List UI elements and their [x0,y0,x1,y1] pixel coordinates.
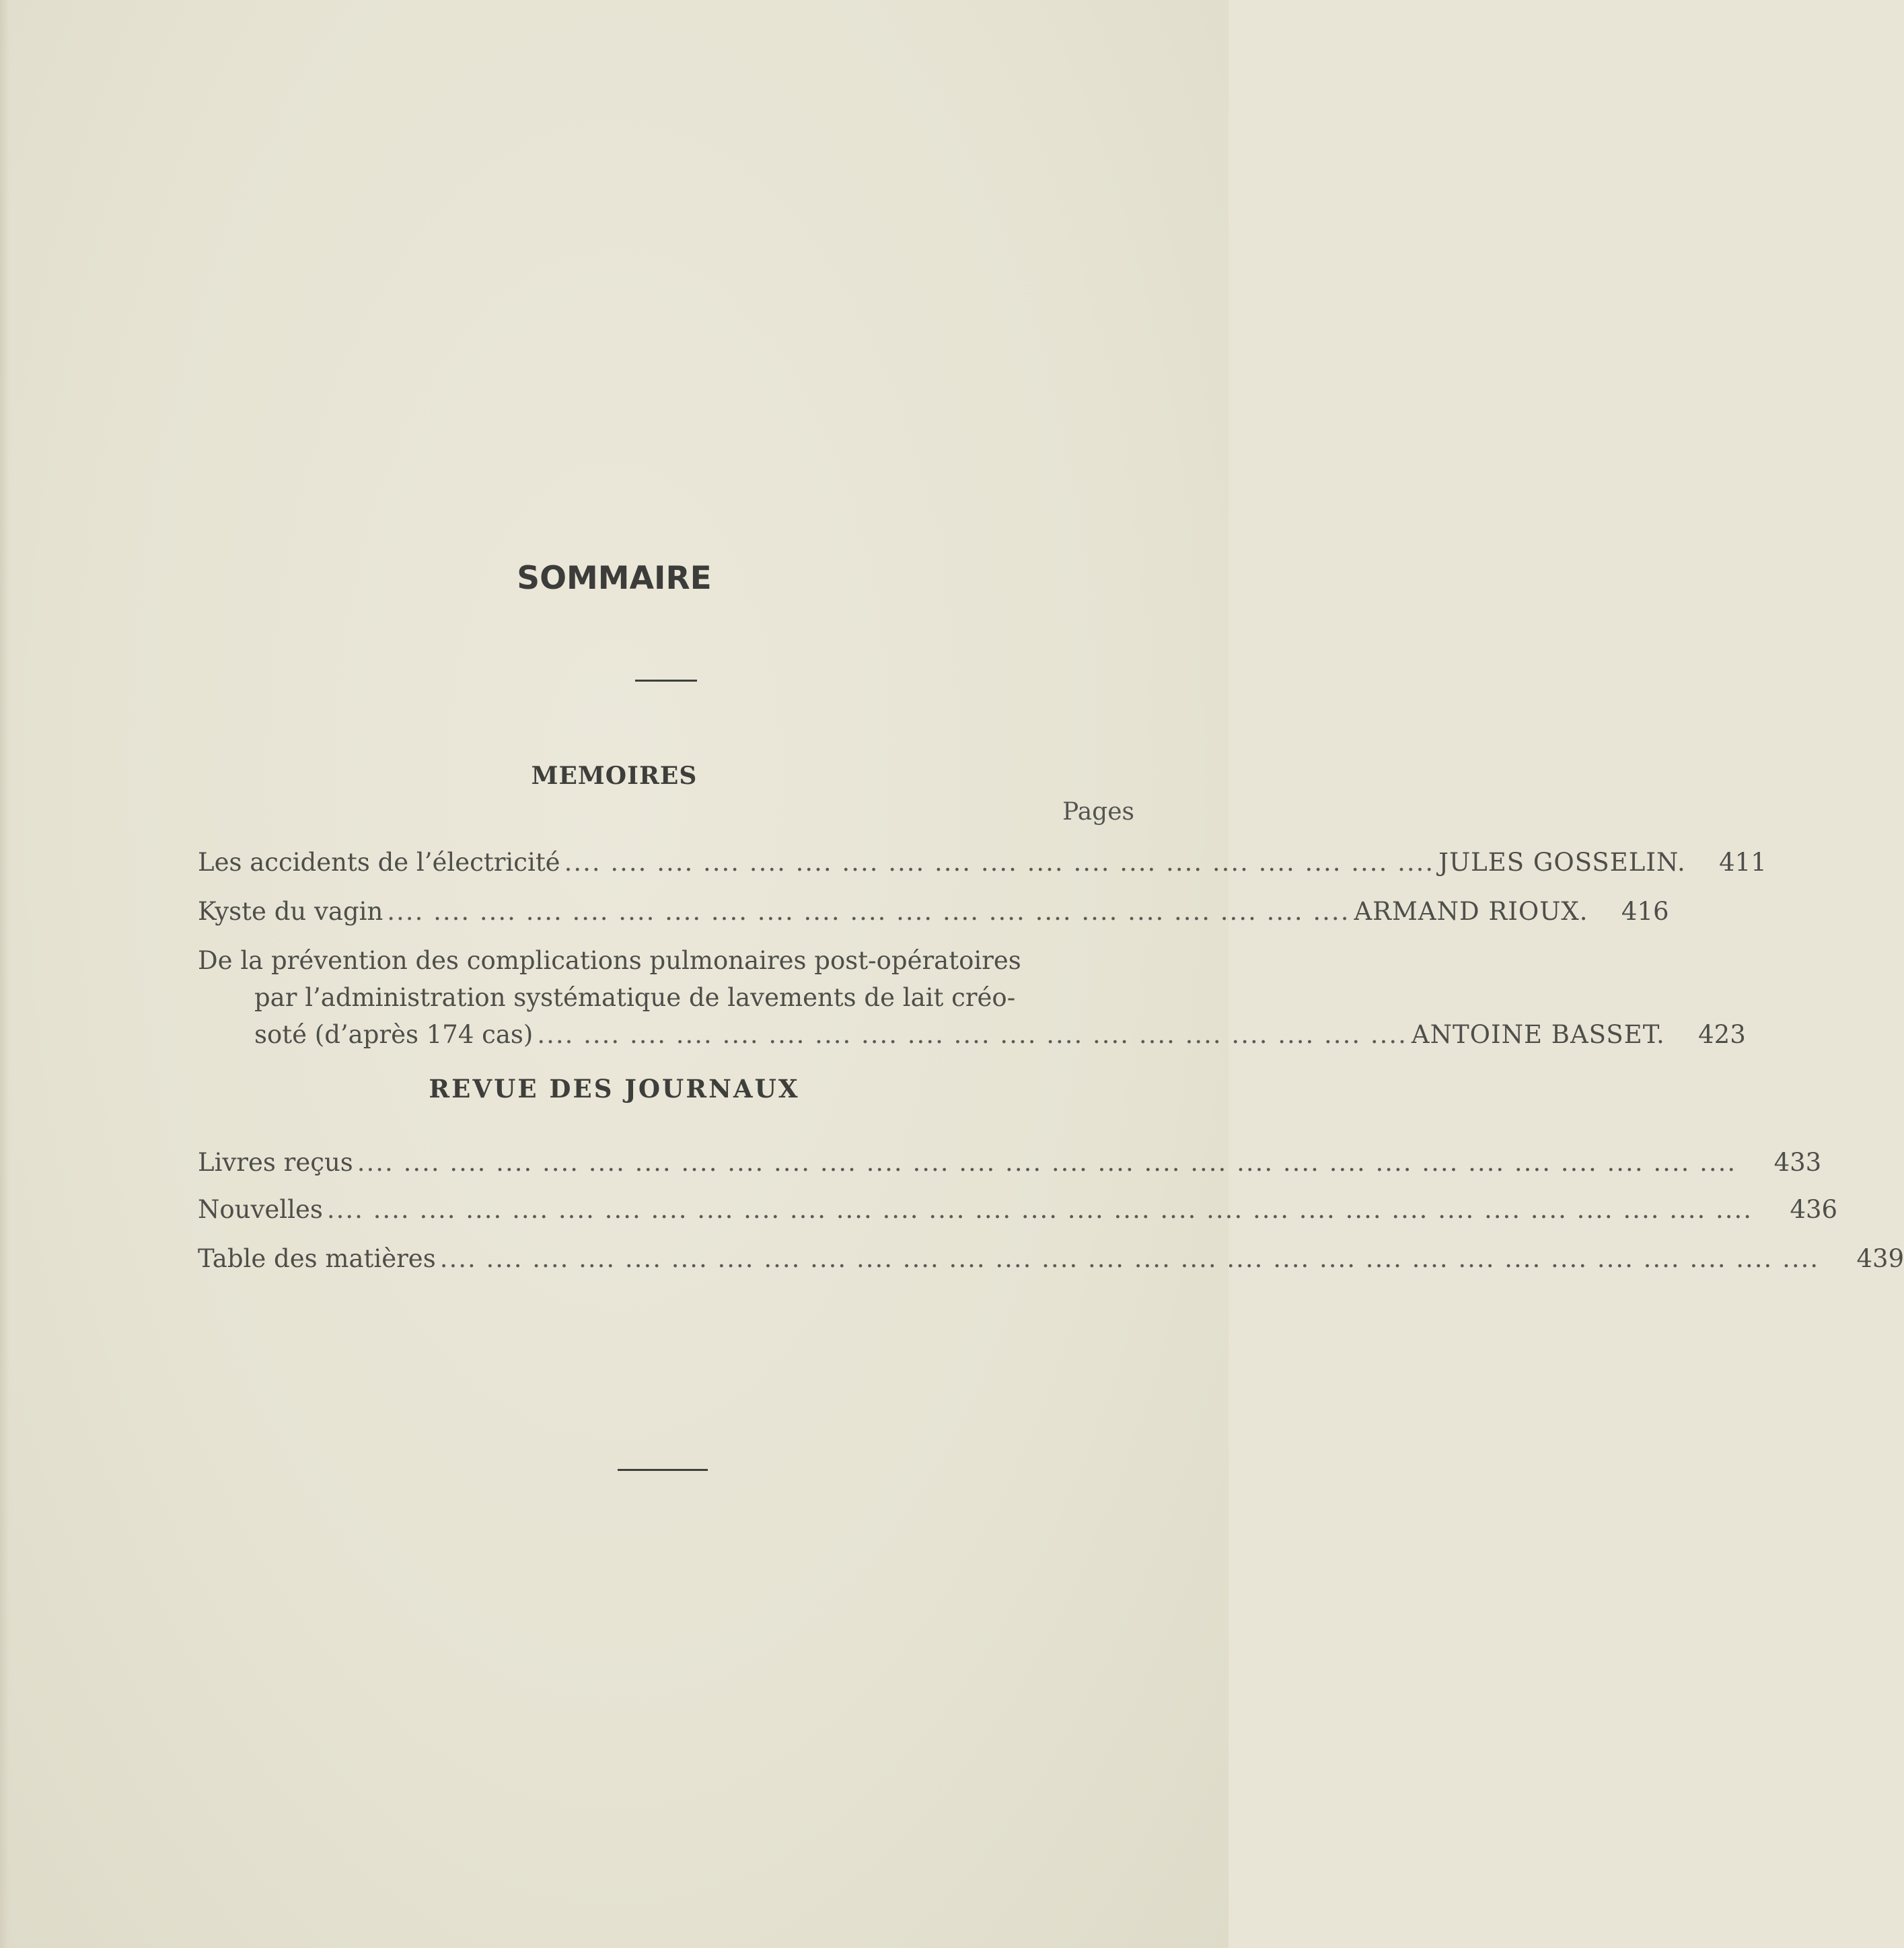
toc-entry [198,893,1669,930]
leader-dots: .... .... .... .... .... .... .... .... .... .... .... .... .... .... .... .... .... .... .... .... .... .... .... .... .... .... .... .... .... .... [439,1244,1820,1273]
toc-entry [198,844,1767,881]
leader-dots: .... .... .... .... .... .... .... .... .... .... .... .... .... .... .... .... .... .... .... [564,848,1435,877]
toc-entry-title: Livres reçus [198,1148,353,1177]
closing-divider [618,1469,708,1471]
toc-entry-author: ARMAND RIOUX. [1354,897,1588,926]
toc-entry-title: Nouvelles [198,1195,323,1224]
toc-entry-page: 411 [1719,848,1767,877]
toc-entry [198,1240,1904,1277]
toc-entry [198,942,1746,1053]
toc-entry-title: Les accidents de l’électricité [198,848,560,877]
toc-entry-title-line: De la prévention des complications pulmonaires post-opératoires [198,946,1021,975]
section-heading-memoires: MEMOIRES [531,762,698,790]
title-divider [635,680,697,682]
toc-entry-title: Table des matières [198,1244,436,1273]
leader-dots: .... .... .... .... .... .... .... .... .... .... .... .... .... .... .... .... .... .... .... [537,1020,1407,1049]
toc-entry-author: ANTOINE BASSET. [1411,1020,1665,1049]
toc-entry-author: JULES GOSSELIN. [1438,848,1686,877]
toc-entry-title: Kyste du vagin [198,897,383,926]
toc-entry [198,1191,1838,1228]
toc-entry-page: 439 [1856,1244,1904,1273]
leader-dots: .... .... .... .... .... .... .... .... .... .... .... .... .... .... .... .... .... .... .... .... .... [387,897,1350,926]
leader-dots: .... .... .... .... .... .... .... .... .... .... .... .... .... .... .... .... .... .... .... .... .... .... .... .... .... .... .... .... .... .... .... [326,1195,1753,1224]
toc-entry-page: 416 [1621,897,1669,926]
toc-entry-page: 433 [1773,1148,1822,1177]
page-title: SOMMAIRE [517,560,712,597]
toc-entry-title-line: soté (d’après 174 cas) [254,1020,534,1049]
page-edge-shadow [0,0,9,1948]
section-heading-revue: REVUE DES JOURNAUX [429,1074,800,1104]
toc-entry-title-line: par l’administration systématique de lavements de lait créo- [254,983,1016,1012]
pages-column-label: Pages [1062,798,1134,826]
toc-entry-page: 436 [1790,1195,1838,1224]
leader-dots: .... .... .... .... .... .... .... .... .... .... .... .... .... .... .... .... .... .... .... .... .... .... .... .... .... .... .... .... .... .... [357,1148,1737,1177]
toc-entry-page: 423 [1698,1020,1746,1049]
toc-entry [198,1144,1822,1181]
